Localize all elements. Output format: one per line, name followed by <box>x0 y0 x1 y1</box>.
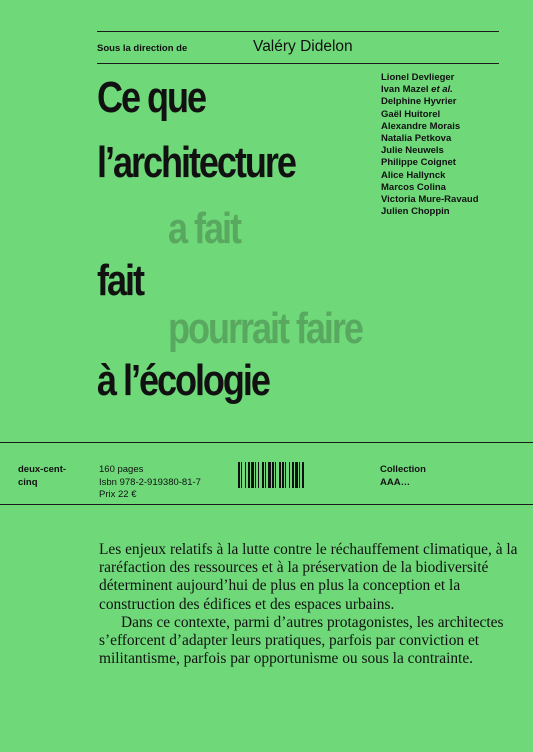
barcode-bar <box>238 462 240 488</box>
barcode-bar <box>302 462 304 488</box>
price: Prix 22 € <box>99 489 137 500</box>
collection-label: Collection <box>380 464 426 475</box>
title-line-4: à l’écologie <box>97 356 269 405</box>
info-top-rule <box>0 442 533 443</box>
barcode-bar <box>241 462 242 488</box>
direction-label: Sous la direction de <box>97 43 188 54</box>
author-item: Alexandre Morais <box>381 120 461 132</box>
author-item: Marcos Colina <box>381 181 446 193</box>
barcode-bar <box>265 462 266 488</box>
collection-name: AAA… <box>380 476 411 488</box>
barcode-bar <box>295 462 298 488</box>
barcode-bar <box>292 462 294 488</box>
header-rule <box>97 63 499 64</box>
publisher-line-2: cinq <box>18 476 38 488</box>
authors-suffix: et al. <box>431 84 453 96</box>
barcode-bar <box>275 462 276 488</box>
barcode-bar <box>248 462 250 488</box>
author-item: Victoria Mure-Ravaud <box>381 194 479 206</box>
author-item: Natalia Petkova <box>381 133 452 145</box>
barcode-bar <box>285 462 286 488</box>
back-cover-blurb <box>99 541 519 668</box>
author-item: Julien Choppin <box>381 206 450 218</box>
barcode-bar <box>299 462 300 488</box>
info-bottom-rule <box>0 504 533 505</box>
barcode-bar <box>289 462 290 488</box>
author-item: Alice Hallynck <box>381 169 446 181</box>
barcode-bar <box>255 462 256 488</box>
collection <box>380 464 426 489</box>
barcode-bar <box>245 462 246 488</box>
author-item: Gaël Huitorel <box>381 108 441 120</box>
blurb-paragraph-2: Dans ce contexte, parmi d’autres protagonistes, les architectes s’efforcent d’adapter leurs pratiques, parfois par conviction et militantisme, parfois par opportunisme ou sous la contrainte. <box>99 613 504 668</box>
authors-list <box>381 72 479 218</box>
author-item: Philippe Coignet <box>381 157 456 169</box>
publisher-line-1: deux-cent- <box>18 464 67 475</box>
barcode-bar <box>268 462 271 488</box>
title-line-1: Ce que <box>97 73 205 122</box>
barcode-bar <box>262 462 264 488</box>
isbn: Isbn 978-2-919380-81-7 <box>99 476 201 488</box>
title-ghost-2: pourrait faire <box>168 304 362 353</box>
page-count: 160 pages <box>99 464 144 475</box>
author-item: Julie Neuwels <box>381 145 444 157</box>
barcode-bar <box>279 462 281 488</box>
publisher-name <box>18 464 66 489</box>
author-item: Delphine Hyvrier <box>381 96 457 108</box>
book-details <box>99 464 201 502</box>
title-line-3: fait <box>97 256 143 305</box>
barcode-bar <box>258 462 259 488</box>
barcode-bar <box>272 462 274 488</box>
barcode-bar <box>251 462 254 488</box>
barcode-bar <box>282 462 284 488</box>
author-item: Lionel Devlieger <box>381 72 455 83</box>
author-item: Ivan Mazel et al. <box>381 84 453 96</box>
title-line-2: l’architecture <box>97 138 295 187</box>
blurb-paragraph-1: Les enjeux relatifs à la lutte contre le réchauffement climatique, à la raréfaction des ressources et à la préservation de la biodiversité déterminent aujourd’hui de plus en plus la conception et la construction des édifices et des espaces urbains. <box>99 541 518 613</box>
title-ghost-1: a fait <box>168 204 240 253</box>
top-rule <box>97 31 499 32</box>
barcode <box>238 462 364 488</box>
editor-name: Valéry Didelon <box>253 38 353 55</box>
